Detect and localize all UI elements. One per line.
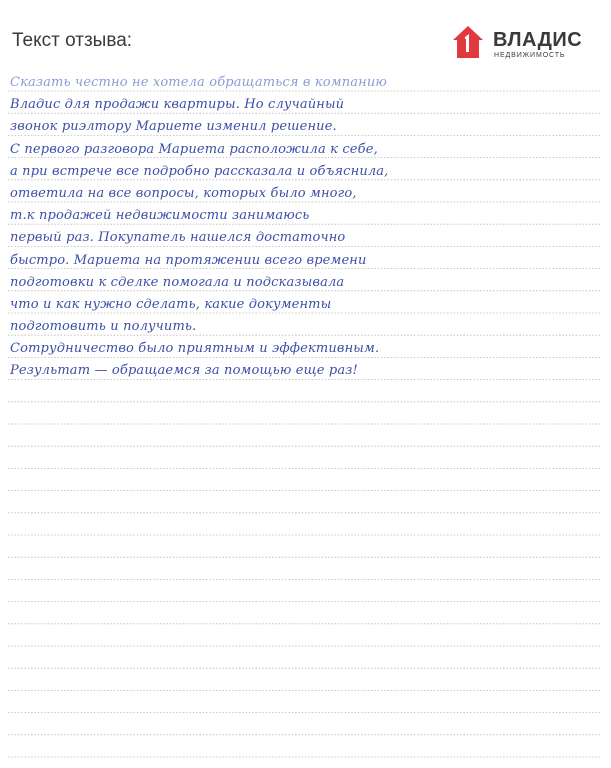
logo-name: ВЛАДИС (493, 29, 583, 51)
review-line: т.к продажей недвижимости занимаюсь (10, 208, 310, 224)
review-line: быстро. Мариета на протяжении всего времени (10, 252, 367, 268)
review-line: а при встрече все подробно рассказала и объяснила, (10, 163, 389, 179)
review-sheet (0, 62, 611, 768)
logo-subtitle: НЕДВИЖИМОСТЬ (494, 52, 566, 59)
page-header (0, 0, 611, 70)
review-line: Сотрудничество было приятным и эффективным. (10, 341, 380, 357)
review-line: звонок риэлтору Мариете изменил решение. (10, 119, 337, 135)
review-line: что и как нужно сделать, какие документы (10, 296, 332, 312)
review-line: подготовки к сделке помогала и подсказывала (10, 274, 345, 290)
review-line: Владис для продажи квартиры. Но случайный (10, 97, 345, 113)
review-line: Результат — обращаемся за помощью еще раз! (10, 363, 358, 379)
review-line: первый раз. Покупатель нашелся достаточно (10, 230, 346, 246)
review-line: С первого разговора Мариета расположила к себе, (10, 141, 378, 157)
handwritten-review (10, 72, 595, 383)
review-line: подготовить и получить. (10, 319, 197, 335)
company-logo (451, 24, 587, 64)
house-1-icon (451, 24, 485, 60)
page-title: Текст отзыва: (12, 30, 133, 51)
review-line: ответила на все вопросы, которых было много, (10, 185, 357, 201)
review-line: Сказать честно не хотела обращаться в компанию (10, 75, 387, 90)
